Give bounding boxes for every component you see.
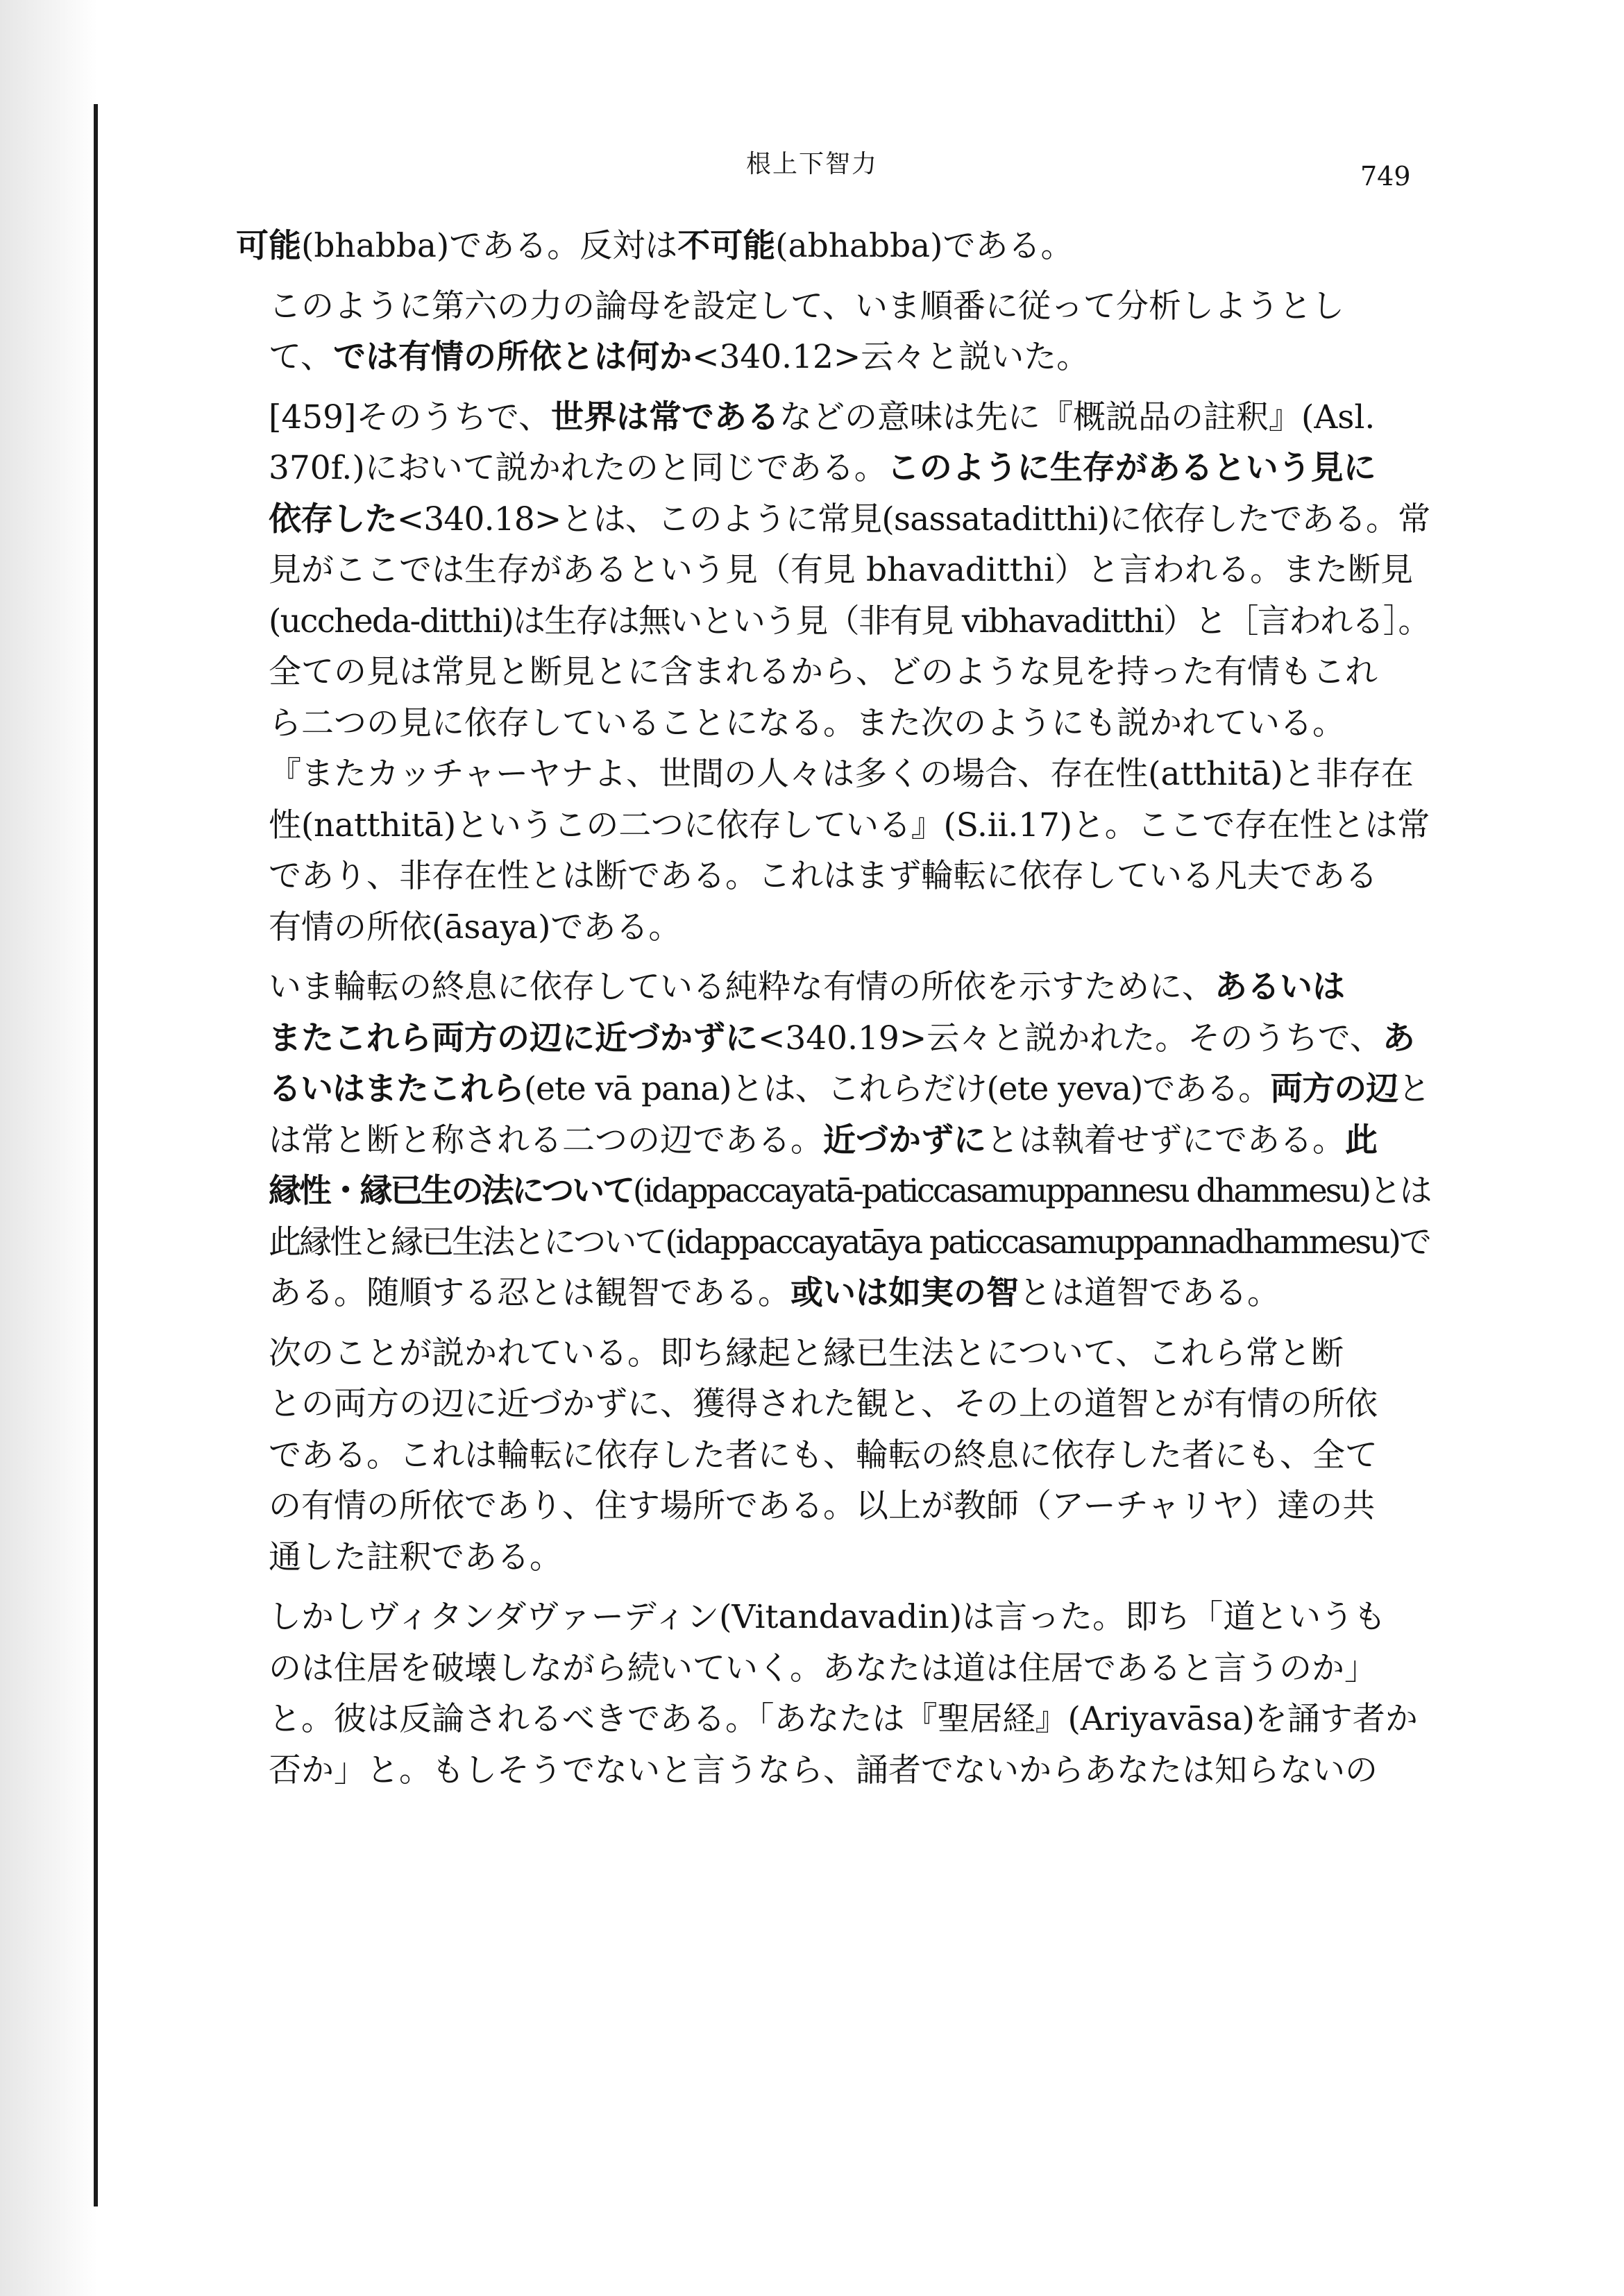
- text-run: の有情の所依であり、住す場所である。以上が教師（アーチャリヤ）達の共: [269, 1487, 1376, 1525]
- text-line: [236, 221, 1430, 272]
- text-line: [236, 1592, 1430, 1643]
- text-run: ある。随順する忍とは観智である。: [269, 1274, 790, 1312]
- text-line: [236, 1064, 1430, 1115]
- bold-term: あるいは: [1215, 968, 1345, 1006]
- bold-term: 依存した: [269, 500, 397, 538]
- text-run: とは執着せずにである。: [986, 1121, 1345, 1159]
- text-line: [236, 1166, 1430, 1217]
- text-run: とは道智である。: [1019, 1274, 1280, 1312]
- text-line: [236, 1379, 1430, 1430]
- text-line: [236, 1694, 1430, 1745]
- text-run: などの意味は先に『概説品の註釈』(Asl.: [779, 398, 1376, 436]
- page-number: 749: [1360, 161, 1411, 192]
- text-run: (uccheda-ditthi)は生存は無いという見（非有見 vibhavaditthi）と［言われる］。: [269, 602, 1430, 640]
- text-line: [236, 851, 1430, 902]
- text-line: [236, 902, 1430, 953]
- paragraph: [236, 1328, 1430, 1583]
- text-run: 全ての見は常見と断見とに含まれるから、どのような見を持った有情もこれ: [269, 653, 1378, 691]
- text-line: [236, 392, 1430, 443]
- text-line: [236, 1328, 1430, 1379]
- text-run: いま輪転の終息に依存している純粋な有情の所依を示すために、: [269, 968, 1215, 1006]
- text-run: (idappaccayatā-paticcasamuppannesu dhammesu)とは: [632, 1172, 1430, 1210]
- text-line: [236, 1430, 1430, 1481]
- text-line: [236, 962, 1430, 1013]
- text-run: このように第六の力の論母を設定して、いま順番に従って分析しようとし: [269, 287, 1345, 325]
- text-line: [236, 596, 1430, 647]
- bold-term: またこれら両方の辺に近づかずに: [269, 1019, 758, 1057]
- bold-term: るいはまたこれら: [269, 1070, 524, 1108]
- text-run: である。これは輪転に依存した者にも、輪転の終息に依存した者にも、全て: [269, 1436, 1378, 1474]
- bold-term: 可能: [236, 227, 301, 265]
- text-run: 有情の所依(āsaya)である。: [269, 908, 682, 946]
- text-line: [236, 1745, 1430, 1796]
- bold-term: 両方の辺: [1270, 1070, 1398, 1108]
- text-line: [236, 647, 1430, 698]
- bold-term: 縁性・縁已生の法について: [269, 1172, 633, 1210]
- text-run: しかしヴィタンダヴァーディン(Vitandavadin)は言った。即ち「道というも: [269, 1598, 1387, 1636]
- bold-term: あ: [1382, 1019, 1415, 1057]
- text-run: <340.12>云々と説いた。: [692, 338, 1090, 376]
- text-line: [236, 545, 1430, 596]
- text-line: [236, 1217, 1430, 1268]
- text-run: <340.18>とは、このように常見(sassataditthi)に依存したである。常: [396, 500, 1430, 538]
- text-run: <340.19>云々と説かれた。そのうちで、: [758, 1019, 1382, 1057]
- bold-term: 世界は常である: [550, 398, 779, 436]
- text-run: て、: [269, 338, 334, 376]
- text-run: のは住居を破壊しながら続いていく。あなたは道は住居であると言うのか」: [269, 1649, 1378, 1687]
- text-line: [236, 332, 1430, 383]
- text-run: 否か」と。もしそうでないと言うなら、誦者でないからあなたは知らないの: [269, 1751, 1378, 1789]
- text-line: [236, 749, 1430, 800]
- text-run: 性(natthitā)というこの二つに依存している』(S.ii.17)と。ここで存在性とは常: [269, 806, 1430, 844]
- text-run: との両方の辺に近づかずに、獲得された観と、その上の道智とが有情の所依: [269, 1385, 1378, 1423]
- paragraph: [236, 962, 1430, 1319]
- binding-shadow: [0, 0, 97, 2296]
- text-line: [236, 1268, 1430, 1319]
- text-line: [236, 1532, 1430, 1583]
- text-run: (bhabba)である。反対は: [301, 227, 678, 265]
- bold-term: では有情の所依とは何か: [333, 338, 693, 376]
- text-line: [236, 281, 1430, 332]
- bold-term: 或いは如実の智: [790, 1274, 1019, 1312]
- text-line: [236, 698, 1430, 749]
- text-run: であり、非存在性とは断である。これはまず輪転に依存している凡夫である: [269, 857, 1378, 895]
- binding-rule: [94, 104, 98, 2206]
- text-line: [236, 494, 1430, 545]
- text-run: 370f.)において説かれたのと同じである。: [269, 449, 887, 487]
- text-run: (ete vā pana)とは、これらだけ(ete yeva)である。: [523, 1070, 1271, 1108]
- paragraph: [236, 1592, 1430, 1796]
- text-run: 通した註釈である。: [269, 1538, 562, 1576]
- bold-term: 此: [1345, 1121, 1378, 1159]
- text-run: と: [1398, 1070, 1430, 1108]
- paragraph: [236, 221, 1430, 272]
- bold-term: 不可能: [677, 227, 776, 265]
- text-run: (abhabba)である。: [775, 227, 1074, 265]
- paragraph: [236, 281, 1430, 383]
- text-line: [236, 800, 1430, 851]
- text-run: ら二つの見に依存していることになる。また次のようにも説かれている。: [269, 704, 1345, 742]
- text-run: [459]そのうちで、: [269, 398, 551, 436]
- text-run: 次のことが説かれている。即ち縁起と縁已生法とについて、これら常と断: [269, 1334, 1344, 1372]
- bold-term: このように生存があるという見に: [886, 449, 1376, 487]
- text-run: 見がここでは生存があるという見（有見 bhavaditthi）と言われる。また断見: [269, 551, 1414, 589]
- text-line: [236, 1115, 1430, 1166]
- text-run: は常と断と称される二つの辺である。: [269, 1121, 823, 1159]
- text-line: [236, 1013, 1430, 1064]
- text-line: [236, 443, 1430, 494]
- running-header: 根上下智力: [745, 150, 878, 178]
- text-run: 『またカッチャーヤナよ、世間の人々は多くの場合、存在性(atthitā)と非存在: [269, 755, 1414, 793]
- paragraph: [236, 392, 1430, 953]
- body-text: [236, 221, 1430, 1805]
- text-line: [236, 1643, 1430, 1694]
- text-line: [236, 1481, 1430, 1532]
- text-run: 此縁性と縁已生法とについて(idappaccayatāya paticcasamuppannadhammesu)で: [269, 1223, 1430, 1261]
- text-run: と。彼は反論されるべきである。「あなたは『聖居経』(Ariyavāsa)を誦す者か: [269, 1700, 1418, 1738]
- bold-term: 近づかずに: [823, 1121, 986, 1159]
